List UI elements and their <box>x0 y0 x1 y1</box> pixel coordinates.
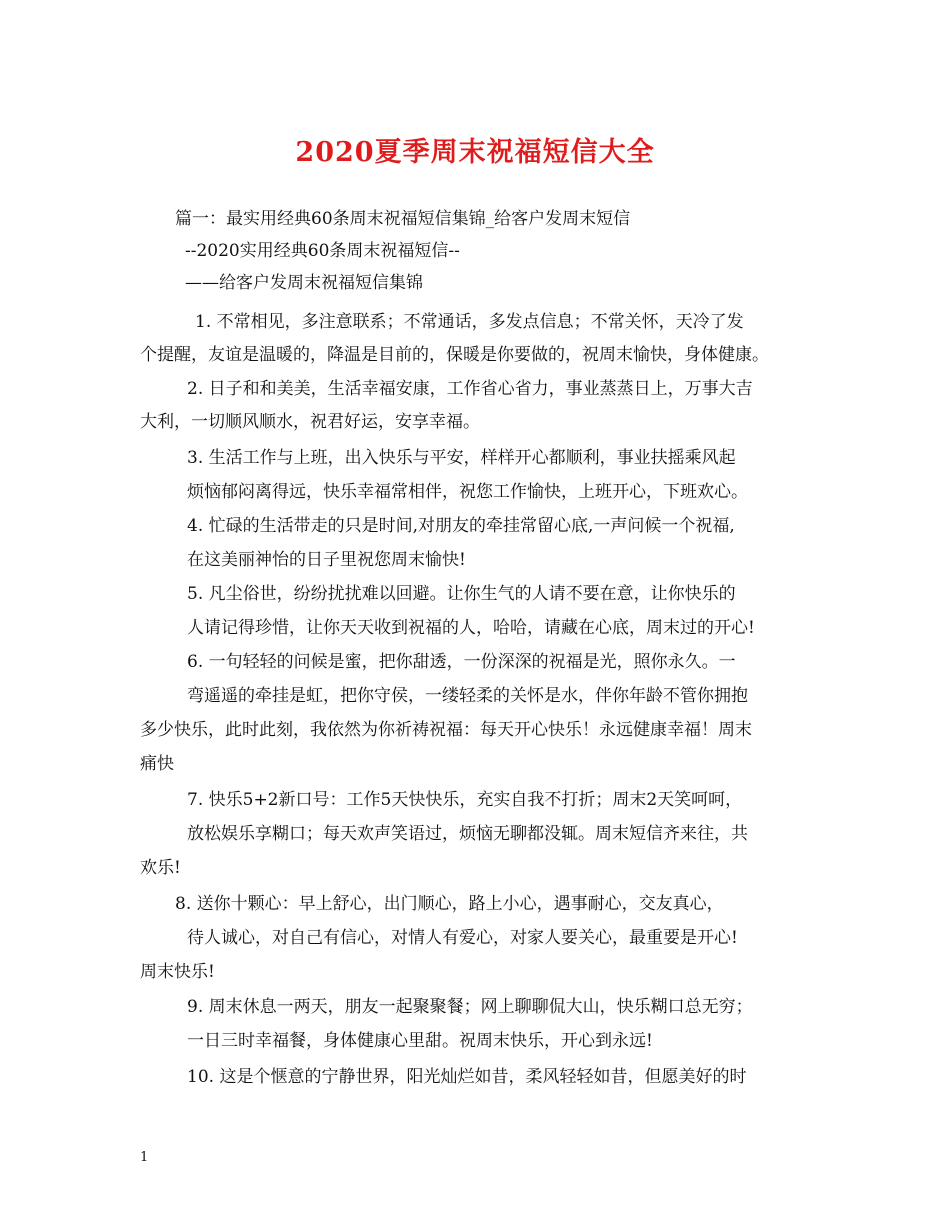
text-line: 一日三时幸福餐，身体健康心里甜。祝周末快乐，开心到永远! <box>187 1031 653 1051</box>
text-line: --2020实用经典60条周末祝福短信-- <box>185 241 460 261</box>
text-line: 在这美丽神怡的日子里祝您周末愉快! <box>187 550 466 570</box>
text-line: 1. 不常相见，多注意联系；不常通话，多发点信息；不常关怀，天冷了发 <box>195 312 744 332</box>
text-line: 9. 周末休息一两天，朋友一起聚聚餐；网上聊聊侃大山，快乐糊口总无穷； <box>187 997 753 1017</box>
text-line: 7. 快乐5+2新口号：工作5天快快乐，充实自我不打折；周末2天笑呵呵， <box>187 790 743 810</box>
text-line: 10. 这是个惬意的宁静世界，阳光灿烂如昔，柔风轻轻如昔，但愿美好的时 <box>187 1067 747 1087</box>
text-line: 痛快 <box>140 754 174 774</box>
text-line: 4. 忙碌的生活带走的只是时间,对朋友的牵挂常留心底,一声问候一个祝福, <box>187 516 735 536</box>
text-line: 5. 凡尘俗世，纷纷扰扰难以回避。让你生气的人请不要在意，让你快乐的 <box>187 584 736 604</box>
text-line: 6. 一句轻轻的问候是蜜，把你甜透，一份深深的祝福是光，照你永久。一 <box>187 652 736 672</box>
text-line: 人请记得珍惜，让你天天收到祝福的人，哈哈，请藏在心底，周末过的开心! <box>187 618 755 638</box>
document-title: 2020夏季周末祝福短信大全 <box>295 137 655 168</box>
text-line: ——给客户发周末祝福短信集锦 <box>185 273 423 293</box>
text-line: 弯遥遥的牵挂是虹，把你守侯，一缕轻柔的关怀是水，伴你年龄不管你拥抱 <box>187 686 748 706</box>
text-line: 放松娱乐享糊口；每天欢声笑语过，烦恼无聊都没辄。周末短信齐来往，共 <box>187 824 748 844</box>
text-line: 周末快乐! <box>140 962 215 982</box>
text-line: 8. 送你十颗心：早上舒心，出门顺心，路上小心，遇事耐心，交友真心， <box>175 894 724 914</box>
text-line: 2. 日子和和美美，生活幸福安康，工作省心省力，事业蒸蒸日上，万事大吉 <box>187 379 753 399</box>
text-line: 3. 生活工作与上班，出入快乐与平安，样样开心都顺利，事业扶摇乘风起 <box>187 448 736 468</box>
page-number: 1 <box>140 1150 149 1165</box>
text-line: 个提醒，友谊是温暖的，降温是目前的，保暖是你要做的，祝周末愉快，身体健康。 <box>140 345 769 365</box>
text-line: 欢乐! <box>140 858 181 878</box>
text-line: 待人诚心，对自己有信心，对情人有爱心，对家人要关心，最重要是开心! <box>187 928 738 948</box>
text-line: 多少快乐，此时此刻，我依然为你祈祷祝福：每天开心快乐！永远健康幸福！周末 <box>140 720 752 740</box>
text-line: 篇一：最实用经典60条周末祝福短信集锦_给客户发周末短信 <box>175 209 631 229</box>
text-line: 大利，一切顺风顺水，祝君好运，安享幸福。 <box>140 412 480 432</box>
text-line: 烦恼郁闷离得远，快乐幸福常相伴，祝您工作愉快，上班开心，下班欢心。 <box>187 482 748 502</box>
